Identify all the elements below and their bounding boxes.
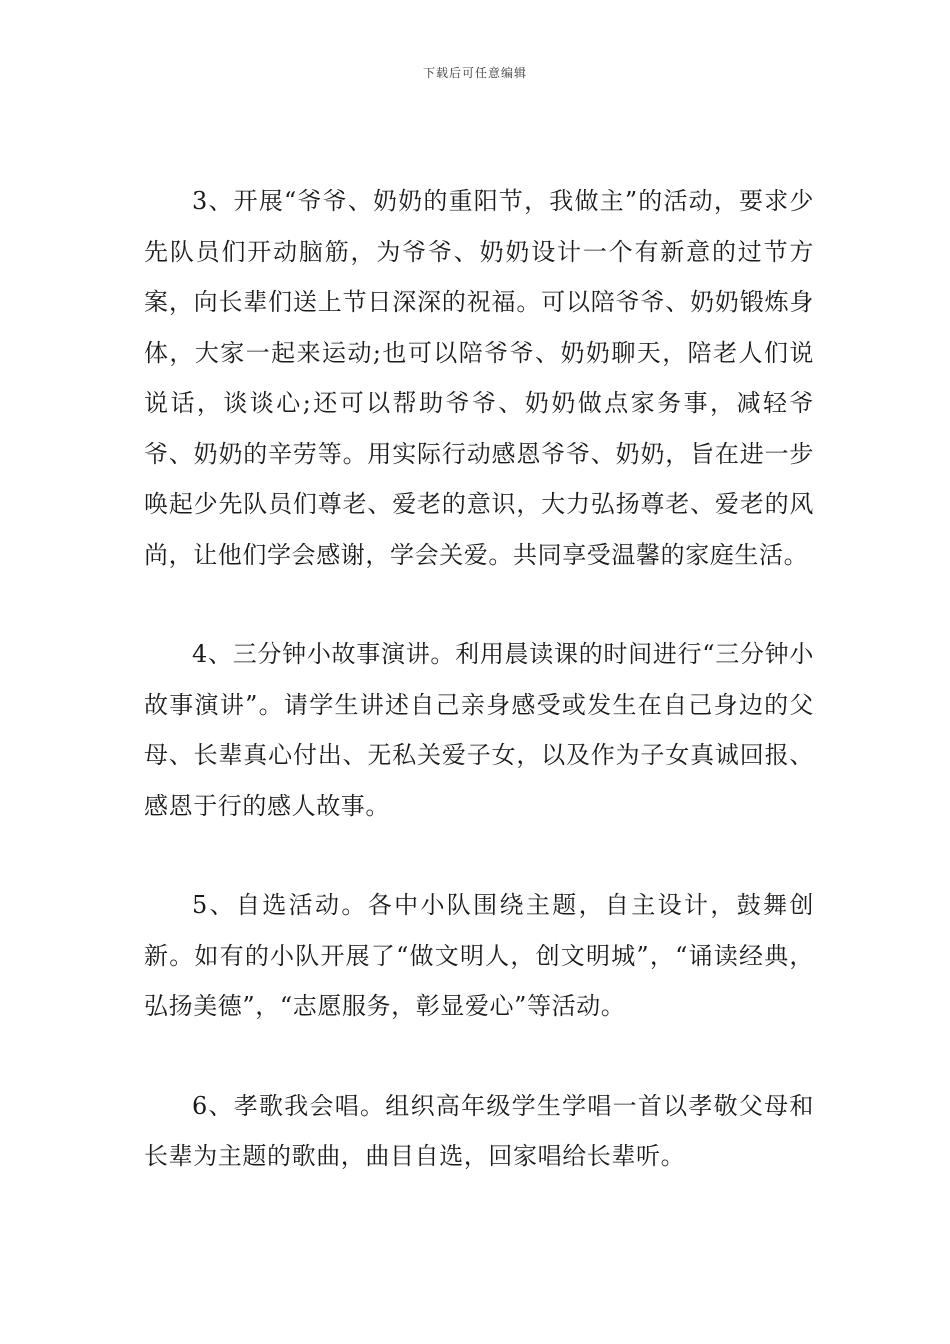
paragraph-activity-3: 3、开展“爷爷、奶奶的重阳节，我做主”的活动，要求少先队员们开动脑筋，为爷爷、奶奶设计一个有新意的过节方案，向长辈们送上节日深深的祝福。可以陪爷爷、奶奶锻炼身体，大家一起来运动;也可以陪爷爷、奶奶聊天，陪老人们说说话，谈谈心;还可以帮助爷爷、奶奶做点家务事，减轻爷爷、奶奶的辛劳等。用实际行动感恩爷爷、奶奶，旨在进一步唤起少先队员们尊老、爱老的意识，大力弘扬尊老、爱老的风尚，让他们学会感谢，学会关爱。共同享受温馨的家庭生活。 — [144, 187, 814, 569]
paragraph-activity-4: 4、三分钟小故事演讲。利用晨读课的时间进行“三分钟小故事演讲”。请学生讲述自己亲身感受或发生在自己身边的父母、长辈真心付出、无私关爱子女，以及作为子女真诚回报、感恩于行的感人故事。 — [144, 640, 814, 820]
paragraph-activity-6: 6、孝歌我会唱。组织高年级学生学唱一首以孝敬父母和长辈为主题的歌曲，曲目自选，回家唱给长辈听。 — [144, 1091, 814, 1170]
document-body — [144, 176, 814, 1182]
page-header: 下载后可任意编辑 — [422, 66, 527, 80]
paragraph-activity-5: 5、自选活动。各中小队围绕主题，自主设计，鼓舞创新。如有的小队开展了“做文明人，创文明城”，“诵读经典，弘扬美德”，“志愿服务，彰显爱心”等活动。 — [144, 891, 814, 1020]
